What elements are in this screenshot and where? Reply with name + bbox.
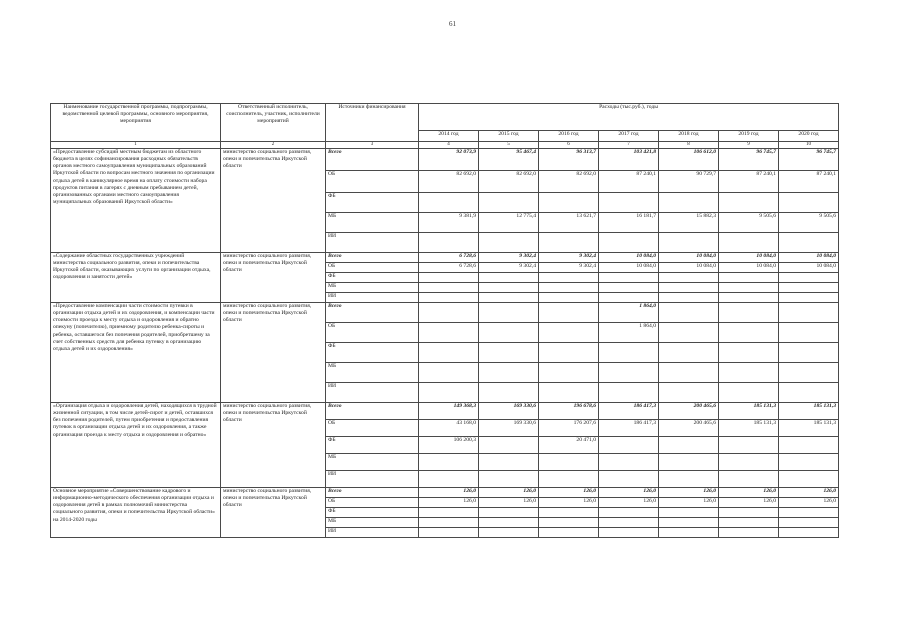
expense-value: 126,0 [719,498,779,508]
expense-value [599,528,659,538]
expense-value: 176 207,6 [539,420,599,437]
expense-value [659,437,719,454]
header-responsible: Ответственный исполнитель, соисполнитель, участник, исполнители мероприятий [221,104,326,142]
expense-value [419,518,479,528]
header-source: Источники финансирования [326,104,419,142]
expense-value [659,528,719,538]
expense-value: 185 131,3 [779,403,839,420]
expense-value: 96 313,7 [539,149,599,171]
expense-value: 13 621,7 [539,213,599,233]
expense-value [779,508,839,518]
expense-value [539,528,599,538]
expense-value [659,454,719,471]
expense-value [779,518,839,528]
column-number: 4 [419,142,479,149]
expense-value [659,273,719,283]
expense-value [719,508,779,518]
expense-value [659,471,719,488]
funding-source: ИИ [326,383,419,403]
expense-value: 10 084,0 [599,253,659,263]
expense-value: 9 505,6 [719,213,779,233]
column-number: 8 [659,142,719,149]
expense-value: 126,0 [779,488,839,498]
expense-value [719,528,779,538]
expense-value: 126,0 [659,488,719,498]
expense-value [539,233,599,253]
header-row [51,104,839,131]
expense-value: 10 084,0 [659,263,719,273]
expense-value: 185 131,3 [719,403,779,420]
expense-value [539,303,599,323]
expense-value: 126,0 [539,498,599,508]
responsible-executor: министерство социального развития, опеки и попечительства Иркутской области [221,253,326,303]
expense-value [719,283,779,293]
expense-value: 12 775,4 [479,213,539,233]
expense-value: 200 465,6 [659,420,719,437]
expense-value [779,283,839,293]
expense-value: 87 240,1 [719,171,779,193]
expense-value [659,293,719,303]
expense-value [779,343,839,363]
funding-source: МБ [326,213,419,233]
expense-value: 90 729,7 [659,171,719,193]
expense-value [599,273,659,283]
expense-value [719,273,779,283]
expense-value [779,471,839,488]
expense-value [779,454,839,471]
expense-value [659,363,719,383]
expense-value: 126,0 [539,488,599,498]
column-number: 1 [51,142,221,149]
expense-value: 95 467,4 [479,149,539,171]
expense-value: 10 084,0 [719,253,779,263]
expense-value [419,343,479,363]
expense-value: 9 302,4 [539,253,599,263]
funding-source: ФБ [326,437,419,454]
expense-value: 10 084,0 [659,253,719,263]
column-number: 7 [599,142,659,149]
expense-value [659,233,719,253]
expense-value: 106 200,3 [419,437,479,454]
expense-value [659,323,719,343]
header-year: 2020 год [779,131,839,142]
funding-source: ИИ [326,233,419,253]
financing-table [50,103,839,538]
expense-value [659,383,719,403]
table-row [51,253,839,263]
expense-value: 186 417,3 [599,420,659,437]
expense-value [719,343,779,363]
expense-value [479,518,539,528]
expense-value [719,518,779,528]
expense-value [779,528,839,538]
funding-source: Всего [326,303,419,323]
expense-value [779,383,839,403]
expense-value [419,293,479,303]
expense-value: 82 692,0 [419,171,479,193]
expense-value [539,283,599,293]
expense-value [419,323,479,343]
funding-source: ФБ [326,193,419,213]
expense-value [599,293,659,303]
expense-value [539,508,599,518]
page-number: 61 [449,20,456,28]
expense-value: 43 168,0 [419,420,479,437]
expense-value [599,518,659,528]
expense-value [539,323,599,343]
expense-value [479,383,539,403]
expense-value [539,273,599,283]
funding-source: Всего [326,149,419,171]
expense-value [479,273,539,283]
expense-value [479,528,539,538]
expense-value: 9 505,6 [779,213,839,233]
expense-value: 186 417,3 [599,403,659,420]
expense-value: 96 745,7 [719,149,779,171]
expense-value [479,283,539,293]
expense-value [779,233,839,253]
expense-value [479,323,539,343]
expense-value: 20 471,0 [539,437,599,454]
expense-value: 10 084,0 [719,263,779,273]
expense-value [599,383,659,403]
expense-value [479,508,539,518]
activity-name: «Предоставление субсидий местным бюджетам из областного бюджета в целях софинансирования расходных обязательств органов местного самоуправления муниципальных образований Иркутской области по вопросам местного значения по организации отдыха детей в каникулярное время на оплату стоимости набора продуктов питания в лагерях с дневным пребыванием детей, организованных органами местного самоуправления муниципальных образований Иркутской области» [51,149,221,253]
expense-value [779,303,839,323]
table-row [51,488,839,498]
funding-source: ОБ [326,420,419,437]
expense-value [539,383,599,403]
expense-value: 126,0 [599,488,659,498]
expense-value [599,343,659,363]
expense-value: 126,0 [599,498,659,508]
expense-value [599,233,659,253]
expense-value: 87 240,1 [599,171,659,193]
column-number: 10 [779,142,839,149]
expense-value: 9 381,9 [419,213,479,233]
expense-value [479,303,539,323]
expense-value [419,193,479,213]
expense-value [419,454,479,471]
expense-value [779,363,839,383]
expense-value: 149 368,3 [419,403,479,420]
funding-source: Всего [326,488,419,498]
funding-source: Всего [326,253,419,263]
expense-value: 15 882,3 [659,213,719,233]
expense-value: 16 181,7 [599,213,659,233]
expense-value [599,437,659,454]
expense-value: 126,0 [479,488,539,498]
expense-value [479,193,539,213]
expense-value: 106 612,0 [659,149,719,171]
expense-value: 6 728,6 [419,263,479,273]
expense-value [539,518,599,528]
expense-value [719,323,779,343]
expense-value: 103 421,8 [599,149,659,171]
expense-value: 196 678,6 [539,403,599,420]
expense-value [779,323,839,343]
header-expenses: Расходы (тыс.руб.), годы [419,104,839,131]
activity-name: «Содержание областных государственных учреждений министерства социального развития, опеки и попечительства Иркутской области, оказывающих услуги по организации отдыха, оздоровления и занятости детей» [51,253,221,303]
expense-value [419,273,479,283]
expense-value [479,471,539,488]
expense-value: 6 728,6 [419,253,479,263]
expense-value [719,363,779,383]
expense-value [539,471,599,488]
expense-value [599,508,659,518]
expense-value [659,303,719,323]
funding-source: МБ [326,454,419,471]
expense-value [719,303,779,323]
funding-source: Всего [326,403,419,420]
responsible-executor: министерство социального развития, опеки и попечительства Иркутской области [221,488,326,538]
funding-source: МБ [326,518,419,528]
activity-name: Основное мероприятие «Совершенствование кадрового и информационно-методического обеспечения организации отдыха и оздоровления детей в рамках полномочий министерства социального развития, опеки и попечительства Иркутской области» на 2014-2020 годы [51,488,221,538]
expense-value: 82 692,0 [479,171,539,193]
header-year: 2015 год [479,131,539,142]
funding-source: ОБ [326,323,419,343]
expense-value: 185 131,3 [779,420,839,437]
funding-source: ОБ [326,171,419,193]
expense-value [479,343,539,363]
expense-value [419,363,479,383]
expense-value: 9 302,4 [479,263,539,273]
expense-value [599,283,659,293]
expense-value [719,193,779,213]
funding-source: ИИ [326,528,419,538]
funding-source: ФБ [326,508,419,518]
funding-source: ОБ [326,263,419,273]
expense-value: 126,0 [659,498,719,508]
column-number: 5 [479,142,539,149]
expense-value: 9 302,4 [539,263,599,273]
expense-value: 1 864,0 [599,323,659,343]
funding-source: ИИ [326,471,419,488]
expense-value: 126,0 [479,498,539,508]
table-row [51,149,839,171]
responsible-executor: министерство социального развития, опеки и попечительства Иркутской области [221,303,326,403]
expense-value [479,437,539,454]
funding-source: ФБ [326,343,419,363]
expense-value [659,283,719,293]
header-year: 2014 год [419,131,479,142]
expense-value: 185 131,3 [719,420,779,437]
expense-value: 169 330,6 [479,403,539,420]
expense-value: 87 240,1 [779,171,839,193]
expense-value [779,293,839,303]
expense-value [419,528,479,538]
expense-value [539,363,599,383]
expense-value: 126,0 [419,488,479,498]
expense-value: 200 465,6 [659,403,719,420]
expense-value [719,293,779,303]
column-number: 9 [719,142,779,149]
expense-value [719,437,779,454]
funding-source: ОБ [326,498,419,508]
expense-value [659,508,719,518]
expense-value: 10 084,0 [779,263,839,273]
expense-value: 92 073,9 [419,149,479,171]
expense-value: 96 745,7 [779,149,839,171]
expense-value [779,437,839,454]
expense-value: 126,0 [779,498,839,508]
activity-name: «Предоставление компенсации части стоимости путевки в организации отдыха детей и их оздоровления, и компенсации части стоимости проезда к месту отдыха и оздоровления и обратно опекуну (попечителю), приемному родителю ребенка-сироты и ребенка, оставшегося без попечения родителей, приобретшему за счет собственных средств для ребенка путевку в организацию отдыха детей и их оздоровления» [51,303,221,403]
expense-value [599,363,659,383]
activity-name: «Организация отдыха и оздоровления детей, находящихся в трудной жизненной ситуации, в том числе детей-сирот и детей, оставшихся без попечения родителей, путем приобретения и предоставления путевок в организации отдыха детей и их оздоровления, а также организация проезда к месту отдыха и оздоровления и обратно» [51,403,221,488]
expense-value: 10 084,0 [779,253,839,263]
expense-value [419,233,479,253]
funding-source: ФБ [326,273,419,283]
expense-value [599,471,659,488]
table-row [51,303,839,323]
table-row [51,403,839,420]
expense-value [539,343,599,363]
expense-value [479,454,539,471]
expense-value [779,193,839,213]
expense-value [659,343,719,363]
expense-value [599,193,659,213]
header-year: 2016 год [539,131,599,142]
responsible-executor: министерство социального развития, опеки и попечительства Иркутской области [221,403,326,488]
expense-value [659,518,719,528]
column-number: 3 [326,142,419,149]
expense-value [419,383,479,403]
expense-value: 1 864,0 [599,303,659,323]
expense-value [479,293,539,303]
header-name: Наименование государственной программы, подпрограммы, ведомственной целевой программы, основного мероприятия, мероприятия [51,104,221,142]
expense-value [719,233,779,253]
expense-value [419,303,479,323]
expense-value [479,363,539,383]
header-year: 2017 год [599,131,659,142]
expense-value [419,471,479,488]
expense-value [719,454,779,471]
column-number: 6 [539,142,599,149]
responsible-executor: министерство социального развития, опеки и попечительства Иркутской области [221,149,326,253]
funding-source: ИИ [326,293,419,303]
expense-value [539,293,599,303]
expense-value: 169 330,6 [479,420,539,437]
funding-source: МБ [326,363,419,383]
expense-value [539,193,599,213]
expense-value [419,283,479,293]
expense-value: 9 302,4 [479,253,539,263]
column-number-row [51,142,839,149]
expense-value [719,471,779,488]
expense-value: 126,0 [719,488,779,498]
expense-value [599,454,659,471]
expense-value [419,508,479,518]
expense-value [539,454,599,471]
expense-value [779,273,839,283]
expense-value [479,233,539,253]
expense-value: 82 692,0 [539,171,599,193]
header-year: 2018 год [659,131,719,142]
expense-value: 126,0 [419,498,479,508]
expense-value: 10 084,0 [599,263,659,273]
expense-value [719,383,779,403]
expense-value [659,193,719,213]
funding-source: МБ [326,283,419,293]
column-number: 2 [221,142,326,149]
header-year: 2019 год [719,131,779,142]
